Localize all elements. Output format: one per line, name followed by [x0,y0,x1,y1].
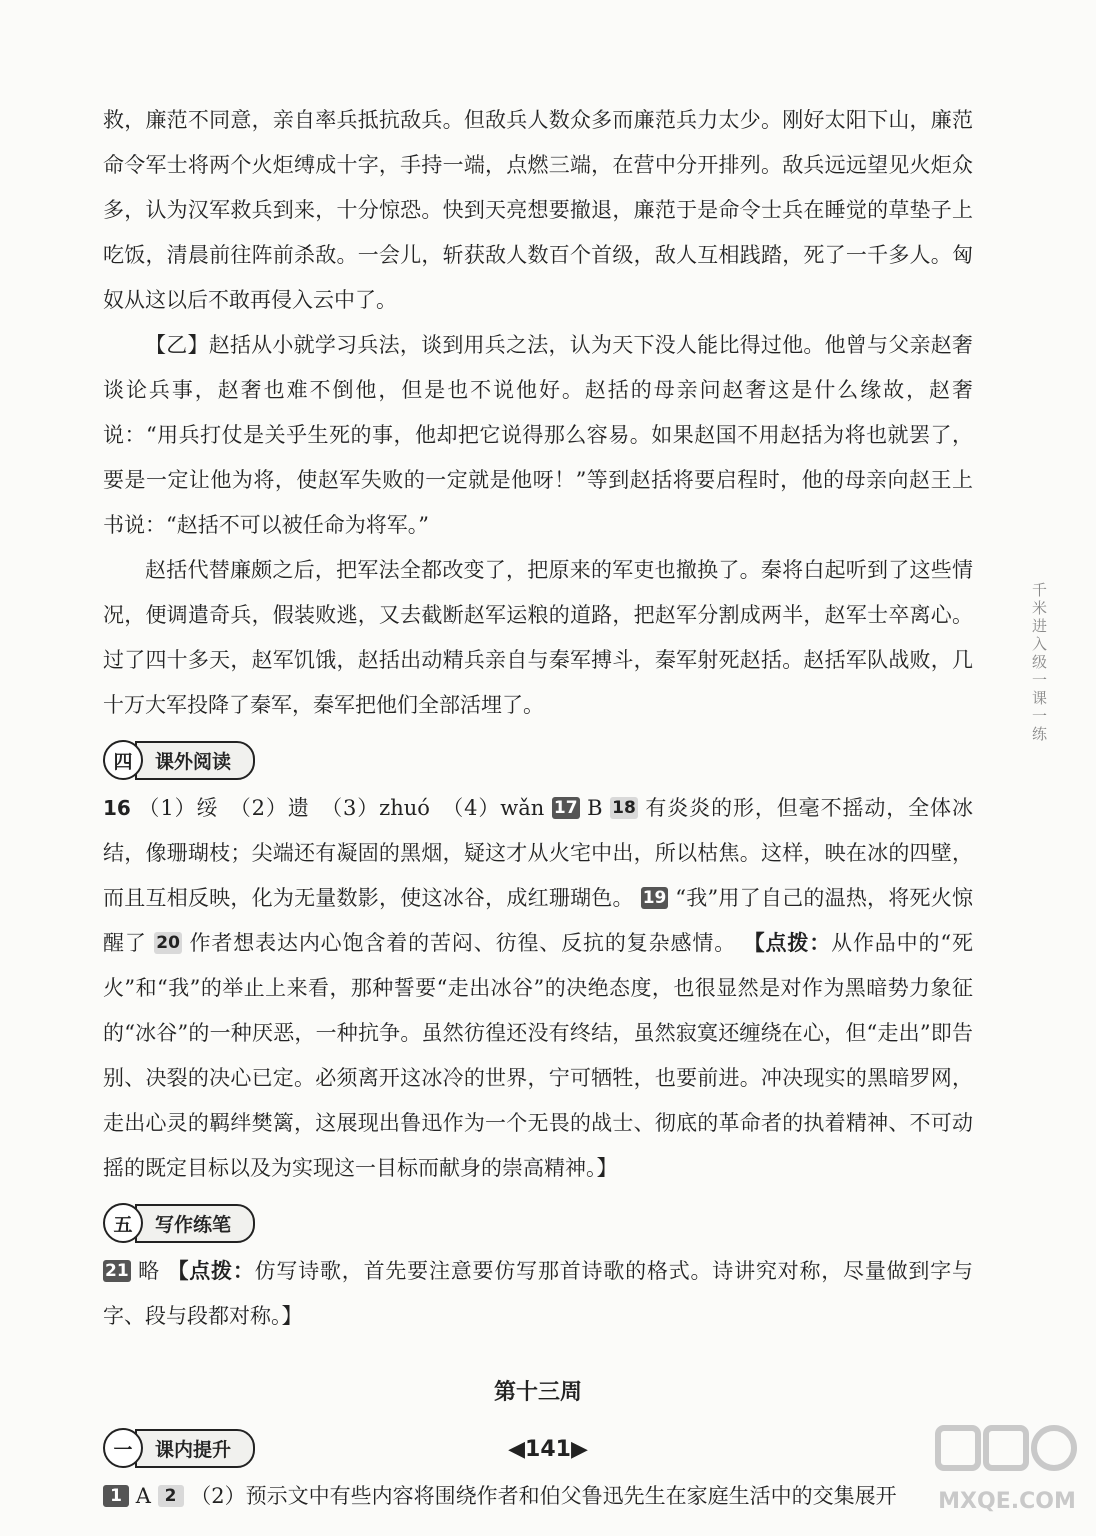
section-5-answers [103,1249,973,1339]
section-1-answers [103,1474,973,1519]
tip-text: 从作品中的“死火”和“我”的举止上来看，那种誓要“走出冰谷”的决绝态度，也很显然是对作为黑暗势力象征的“冰谷”的一种厌恶，一种抗争。虽然彷徨还没有终结，虽然寂寞还缠绕在心，但“走出”即告别、决裂的决心已定。必须离开这冰冷的世界，宁可牺牲，也要前进。冲决现实的黑暗罗网，走出心灵的羁绊樊篱，这展现出鲁迅作为一个无畏的战士、彻底的革命者的执着精神、不可动摇的既定目标以及为实现这一目标而献身的崇高精神。】 [103,931,973,1180]
question-1-number: 1 [103,1485,129,1507]
week-title: 第十三周 [493,1380,582,1405]
question-21-answer: 略 [138,1259,160,1283]
section-4-header [103,740,973,780]
question-18-number: 18 [612,798,636,818]
side-book-title: 千米进入级一课一练 [1030,582,1048,744]
section-1-number: 一 [103,1428,143,1468]
page-content [103,98,973,1519]
section-4-answers [103,786,973,1191]
section-4-number: 四 [103,740,143,780]
question-21-number: 21 [105,1261,129,1281]
tip-label: 【点拨： [743,931,832,955]
question-2-number: 2 [158,1485,184,1507]
question-19-answer: “我”用了自己的温热，将死火惊醒了 [103,886,973,955]
section-5-title: 写作练笔 [135,1204,255,1243]
watermark-text: MXQE.COM [938,1489,1076,1514]
question-16-number: 16 [103,796,131,820]
section-5-header [103,1203,973,1243]
tip-label: 【点拨： [167,1259,255,1283]
watermark-logo [932,1420,1082,1520]
question-18-answer: 有炎炎的形，但毫不摇动，全体冰结，像珊瑚枝；尖端还有凝固的黑烟，疑这才从火宅中出，所以枯焦。这样，映在冰的四壁，而且互相反映，化为无量数影，使这冰谷，成红珊瑚色。 [103,796,973,910]
question-2-answer: （2）预示文中有些内容将围绕作者和伯父鲁迅先生在家庭生活中的交集展开 [190,1484,897,1508]
question-20-answer: 作者想表达内心饱含着的苦闷、彷徨、反抗的复杂感情。 [189,931,737,955]
section-5-number: 五 [103,1203,143,1243]
question-16-answer: （1）绥 （2）遗 （3）zhuó （4）wǎn [138,796,545,820]
question-1-answer: A [135,1484,151,1508]
page-number: ◀141▶ [508,1437,588,1462]
paragraph-2: 【乙】赵括从小就学习兵法，谈到用兵之法，认为天下没人能比得过他。他曾与父亲赵奢谈论兵事，赵奢也难不倒他，但是也不说他好。赵括的母亲问赵奢这是什么缘故，赵奢说：“用兵打仗是关乎生死的事，他却把它说得那么容易。如果赵国不用赵括为将也就罢了，要是一定让他为将，使赵军失败的一定就是他呀！”等到赵括将要启程时，他的母亲向赵王上书说：“赵括不可以被任命为将军。” [103,333,973,537]
question-17-answer: B [587,796,603,820]
section-1-title: 课内提升 [135,1429,255,1468]
paragraph-3: 赵括代替廉颇之后，把军法全都改变了，把原来的军吏也撤换了。秦将白起听到了这些情况，便调遣奇兵，假装败逃，又去截断赵军运粮的道路，把赵军分割成两半，赵军士卒离心。过了四十多天，赵军饥饿，赵括出动精兵亲自与秦军搏斗，秦军射死赵括。赵括军队战败，几十万大军投降了秦军，秦军把他们全部活埋了。 [103,558,973,717]
question-17-number: 17 [553,798,578,818]
question-19-number: 19 [642,888,667,908]
question-20-number: 20 [156,933,180,953]
paragraph-1: 救，廉范不同意，亲自率兵抵抗敌兵。但敌兵人数众多而廉范兵力太少。刚好太阳下山，廉范命令军士将两个火炬缚成十字，手持一端，点燃三端，在营中分开排列。敌兵远远望见火炬众多，认为汉军救兵到来，十分惊恐。快到天亮想要撤退，廉范于是命令士兵在睡觉的草垫子上吃饭，清晨前往阵前杀敌。一会儿，斩获敌人数百个首级，敌人互相践踏，死了一千多人。匈奴从这以后不敢再侵入云中了。 [103,108,973,312]
section-4-title: 课外阅读 [135,741,255,780]
tip-text: 仿写诗歌，首先要注意要仿写那首诗歌的格式。诗讲究对称，尽量做到字与字、段与段都对称。】 [103,1259,974,1328]
